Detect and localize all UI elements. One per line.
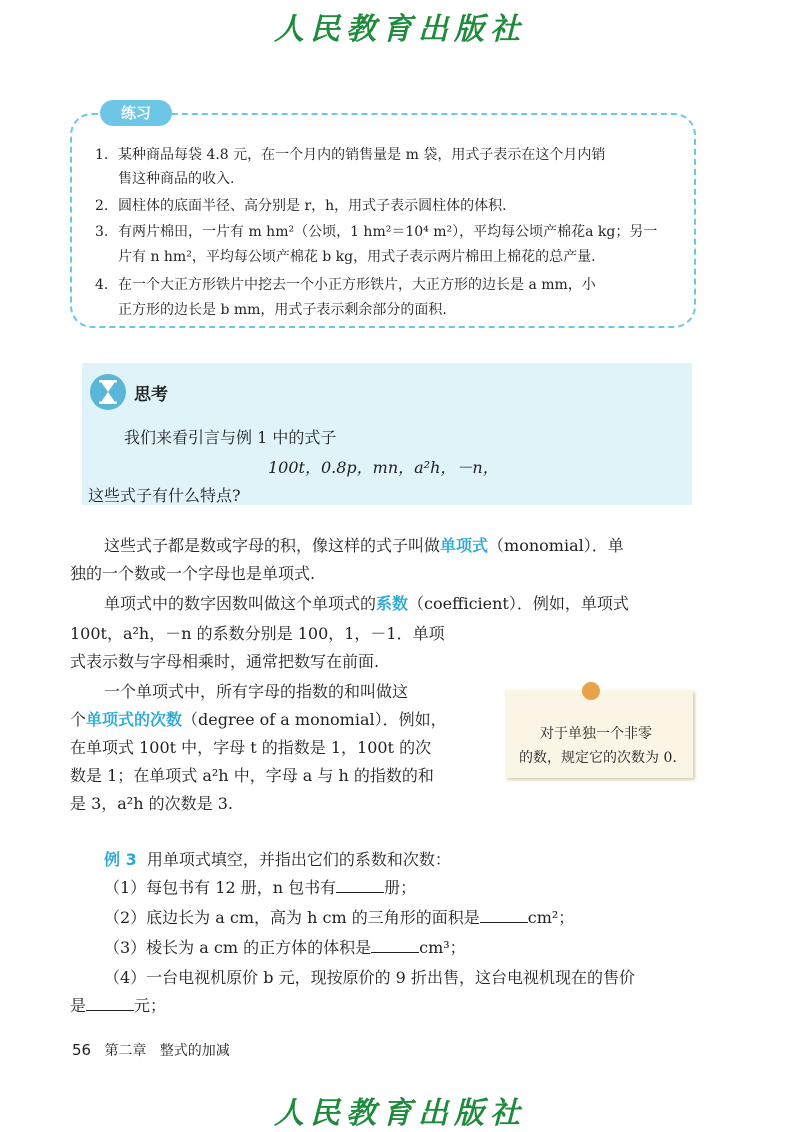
chapter-label: 第二章 [104,1043,147,1059]
answer-blank[interactable] [336,876,384,893]
example-intro: 例 3 用单项式填空，并指出它们的系数和次数： [104,850,451,869]
practice-item-4-line2: 正方形的边长是 b mm，用式子表示剩余部分的面积. [118,302,447,318]
practice-item-1-line2: 售这种商品的收入. [118,171,235,187]
practice-item-1-number: 1. [95,147,109,163]
pushpin-icon [582,682,600,700]
practice-item-2-line1: 圆柱体的底面半径、高分别是 r，h，用式子表示圆柱体的体积. [118,198,507,214]
paragraph-degree-line4: 数是 1；在单项式 a²h 中，字母 a 与 h 的指数的和 [70,766,434,785]
paragraph-degree-line2: 个单项式的次数（degree of a monomial）．例如， [70,710,447,729]
paragraph-coefficient: 单项式中的数字因数叫做这个单项式的系数（coefficient）．例如，单项式 [104,594,629,613]
think-title: 思考 [134,385,168,405]
hourglass-icon [90,374,126,410]
answer-blank[interactable] [480,906,528,923]
paragraph-degree-line1: 一个单项式中，所有字母的指数的和叫做这 [104,682,409,701]
chapter-title: 整式的加减 [159,1043,230,1059]
side-note-line2: 的数，规定它的次数为 0. [519,750,677,766]
practice-item-3-line1: 有两片棉田，一片有 m hm²（公顷，1 hm²＝10⁴ m²），平均每公顷产棉花a kg；另一 [118,224,658,240]
practice-item-3-line2: 片有 n hm²，平均每公顷产棉花 b kg，用式子表示两片棉田上棉花的总产量. [118,249,596,265]
practice-item-4-line1: 在一个大正方形铁片中挖去一个小正方形铁片，大正方形的边长是 a mm，小 [118,277,596,293]
term-coefficient: 系数 [376,594,409,613]
think-expressions: 100t，0.8p，mn，a²h，－n， [268,458,499,477]
think-line-3: 这些式子有什么特点? [88,486,241,505]
practice-item-1-line1: 某种商品每袋 4.8 元，在一个月内的销售量是 m 袋，用式子表示在这个月内销 [118,147,606,163]
term-degree: 单项式的次数 [86,710,183,729]
page-number: 56 [72,1041,92,1059]
term-monomial: 单项式 [440,536,489,555]
paragraph-degree-line3: 在单项式 100t 中，字母 t 的指数是 1，100t 的次 [70,738,432,757]
publisher-watermark-bottom: 人民教育出版社 [274,1096,526,1131]
example-question-2: （2）底边长为 a cm，高为 h cm 的三角形的面积是 cm²； [104,908,575,927]
practice-item-4-number: 4. [95,277,109,293]
practice-item-2-number: 2. [95,198,109,214]
paragraph-monomial-definition: 这些式子都是数或字母的积，像这样的式子叫做单项式（monomial）．单 [104,536,624,555]
practice-label: 练习 [100,100,172,126]
paragraph-degree-line5: 是 3，a²h 的次数是 3. [70,794,233,813]
side-note-line1: 对于单独一个非零 [540,726,652,742]
page-footer [72,1040,230,1060]
paragraph-coefficient-line3: 式表示数与字母相乘时，通常把数写在前面. [70,652,380,671]
example-question-4-line2: 是 元； [70,996,167,1015]
think-line-1: 我们来看引言与例 1 中的式子 [124,428,337,447]
example-label: 例 3 [104,850,137,869]
answer-blank[interactable] [86,994,134,1011]
paragraph-coefficient-line2: 100t，a²h，－n 的系数分别是 100，1，－1．单项 [70,624,445,643]
answer-blank[interactable] [371,936,419,953]
example-question-1: （1）每包书有 12 册，n 包书有 册； [104,878,417,897]
example-question-4: （4）一台电视机原价 b 元，现按原价的 9 折出售，这台电视机现在的售价 [104,968,635,987]
example-question-3: （3）棱长为 a cm 的正方体的体积是 cm³； [104,938,466,957]
paragraph-monomial-line2: 独的一个数或一个字母也是单项式. [70,564,316,583]
practice-item-3-number: 3. [95,224,109,240]
publisher-watermark-top: 人民教育出版社 [274,12,526,47]
